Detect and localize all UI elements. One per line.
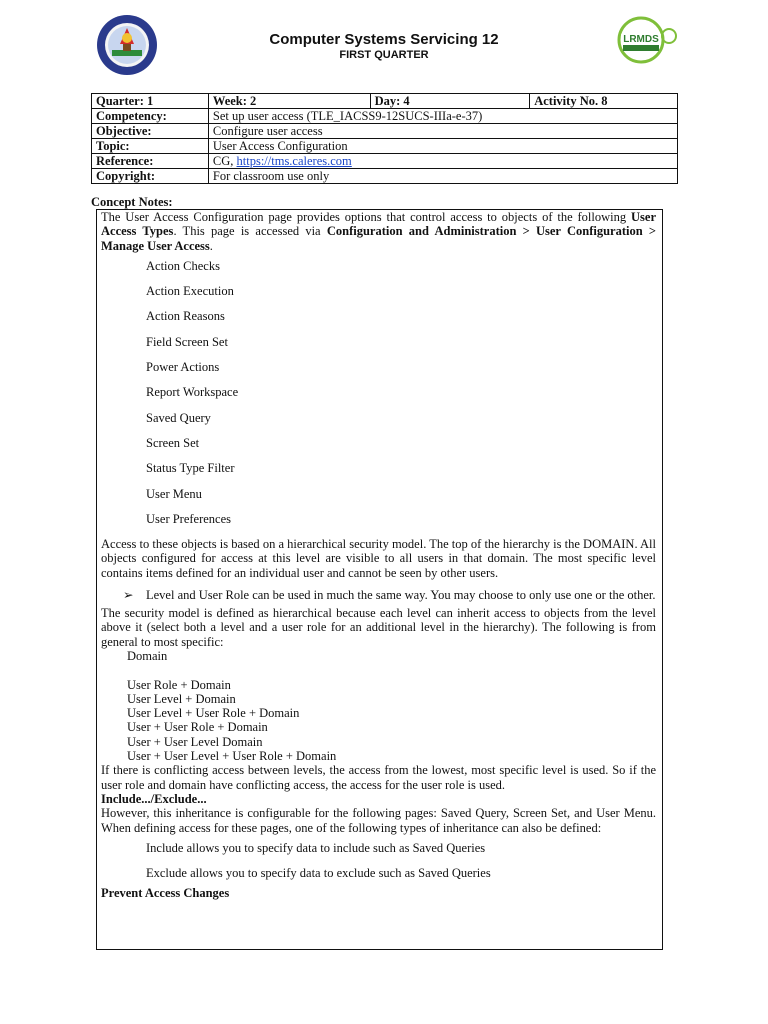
list-item-text: Exclude allows you to specify data to exclude such as Saved Queries xyxy=(146,866,491,881)
level-item: User + User Level + User Role + Domain xyxy=(127,749,337,764)
table-row xyxy=(92,94,678,109)
topic-label: Topic: xyxy=(92,139,209,154)
list-item-text: Report Workspace xyxy=(146,385,239,400)
document-subtitle: FIRST QUARTER xyxy=(339,49,429,61)
arrow-bullet-icon: ➢ xyxy=(123,588,134,603)
security-paragraph: The security model is defined as hierarchical because each level can inherit access to objects from the level above it (select both a level and a user role for an additional level in the hierarchy). The following is from general to most specific: xyxy=(101,606,656,649)
level-item: User Level + Domain xyxy=(127,691,236,706)
intro-paragraph xyxy=(101,210,656,253)
list-item xyxy=(101,360,656,385)
list-item xyxy=(101,461,656,486)
reference-link[interactable]: https://tms.caleres.com xyxy=(236,153,352,168)
list-item xyxy=(101,335,656,360)
intro-bold-path: Configuration and Administration > User Configuration > Manage User Access xyxy=(101,224,657,253)
arrow-note-text: Level and User Role can be used in much the same way. You may choose to only use one or the other. xyxy=(146,588,656,603)
list-item-text: Saved Query xyxy=(146,410,211,425)
list-item-text: Action Execution xyxy=(146,284,234,299)
list-item-text: Field Screen Set xyxy=(146,334,228,349)
week-cell: Week: 2 xyxy=(208,94,370,109)
include-paragraph: However, this inheritance is configurable for the following pages: Saved Query, Screen Set, and User Menu. When defining access for these pages, one of the following types of inheritance can also be defined: xyxy=(101,806,656,835)
table-row xyxy=(92,139,678,154)
table-row xyxy=(92,154,678,169)
list-item xyxy=(101,841,656,866)
level-item: User + User Level Domain xyxy=(127,734,263,749)
activity-info-table xyxy=(91,93,678,184)
day-cell: Day: 4 xyxy=(370,94,530,109)
list-item-text: User Preferences xyxy=(146,511,232,526)
concept-notes-label: Concept Notes: xyxy=(91,195,173,209)
level-item: User + User Role + Domain xyxy=(127,720,268,735)
copyright-label: Copyright: xyxy=(92,169,209,184)
intro-bold-types: User Access Types xyxy=(101,210,656,239)
list-item-text: User Menu xyxy=(146,486,202,501)
levels-list xyxy=(101,678,656,764)
level-item: User Level + User Role + Domain xyxy=(127,706,300,721)
concept-notes-content xyxy=(101,210,656,901)
quarter-cell: Quarter: 1 xyxy=(92,94,209,109)
table-row xyxy=(92,109,678,124)
hierarchy-paragraph: Access to these objects is based on a hierarchical security model. The top of the hierarchy is the DOMAIN. All objects configured for access at this level are visible to all users in that domain. The most specific level contains items defined for an individual user and cannot be seen by other users. xyxy=(101,537,656,580)
list-item xyxy=(101,512,656,537)
list-item-text: Action Checks xyxy=(146,258,220,273)
list-item-text: Screen Set xyxy=(146,435,200,450)
level-item: User Role + Domain xyxy=(127,677,231,692)
level-first: Domain xyxy=(127,648,168,663)
intro-text: . This page is accessed via xyxy=(173,224,327,239)
list-item xyxy=(101,436,656,461)
svg-text:LRMDS: LRMDS xyxy=(623,34,659,45)
reference-prefix: CG, xyxy=(212,153,237,168)
access-types-list xyxy=(101,259,656,537)
table-row xyxy=(92,169,678,184)
copyright-value: For classroom use only xyxy=(208,169,677,184)
document-title: Computer Systems Servicing 12 xyxy=(269,31,499,48)
topic-value: User Access Configuration xyxy=(208,139,677,154)
objective-value: Configure user access xyxy=(208,124,677,139)
list-item xyxy=(101,385,656,410)
list-item xyxy=(101,259,656,284)
list-item-text: Action Reasons xyxy=(146,309,225,324)
conflict-paragraph: If there is conflicting access between levels, the access from the lowest, most specific level is used. So if the user role and domain have conflicting access, the access for the user role is used. xyxy=(101,763,656,792)
objective-label: Objective: xyxy=(92,124,209,139)
intro-text: . xyxy=(209,238,213,253)
intro-text: The User Access Configuration page provides options that control access to objects of the following xyxy=(101,210,631,224)
list-item-text: Include allows you to specify data to include such as Saved Queries xyxy=(146,840,486,855)
list-item xyxy=(101,411,656,436)
list-item-text: Status Type Filter xyxy=(146,461,235,476)
prevent-heading: Prevent Access Changes xyxy=(101,886,230,901)
reference-value xyxy=(208,154,677,169)
list-item xyxy=(101,284,656,309)
table-row xyxy=(92,124,678,139)
reference-label: Reference: xyxy=(92,154,209,169)
competency-value: Set up user access (TLE_IACSS9-12SUCS-IIIa-e-37) xyxy=(208,109,677,124)
list-item xyxy=(101,487,656,512)
arrow-note xyxy=(101,586,656,604)
list-item xyxy=(101,866,656,891)
competency-label: Competency: xyxy=(92,109,209,124)
activity-cell: Activity No. 8 xyxy=(530,94,678,109)
list-item-text: Power Actions xyxy=(146,360,220,375)
include-list xyxy=(101,841,656,892)
list-item xyxy=(101,309,656,334)
include-heading: Include.../Exclude... xyxy=(101,791,207,806)
